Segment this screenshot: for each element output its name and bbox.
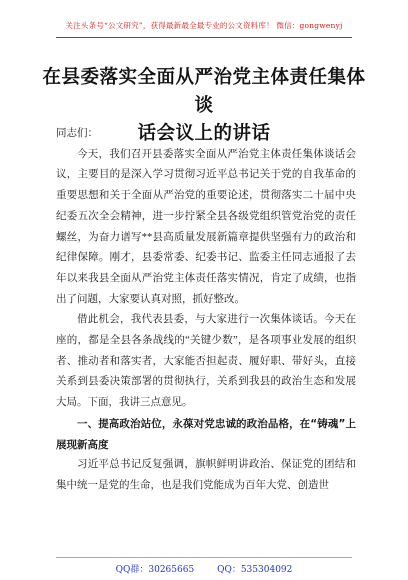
footer-divider [56, 557, 352, 558]
footer-qq-group: QQ群：30265665 [115, 565, 195, 575]
title-line-1: 在县委落实全面从严治党主体责任集体谈 [42, 67, 366, 116]
footer-qq: QQ：535304092 [217, 565, 293, 575]
body-paragraph: 借此机会，我代表县委，与大家进行一次集体谈话。今天在座的，都是全县各条战线的“关键少数”，是各项事业发展的组织者、推动者和落实者，大家能否担起责、履好职、带好头，直接关系到县委决策部署的贯彻执行，关系到我县的政治生态和发展大局。下面，我讲三点意见。 [56, 314, 356, 409]
header-banner: 关注头条号“公文研究”，获得最新最全最专业的公文资料库！ 微信：gongwenyj [65, 21, 343, 30]
body-paragraph: 今天，我们召开县委落实全面从严治党主体责任集体谈话会议，主要目的是深入学习贯彻习近平总书记关于党的自我革命的重要思想和关于全面从严治党的重要论述，贯彻落实二十届中央纪委五次全会精神，进一步拧紧全县各级党组织管党治党的责任螺丝，为奋力谱写**县高质量发展新篇章提供坚强有力的政治和纪律保障。刚才，县委常委、纪委书记、监委主任同志通报了去年以来我县全面从严治党主体责任落实情况，肯定了成绩，也指出了问题，大家要认真对照，抓好整改。 [56, 148, 356, 305]
document-body [56, 124, 356, 497]
footer [0, 562, 408, 575]
header-divider [56, 37, 352, 38]
salutation: 同志们： [56, 128, 98, 139]
body-paragraph: 习近平总书记反复强调，旗帜鲜明讲政治、保证党的团结和集中统一是党的生命，也是我们党能成为百年大党、创造世 [56, 459, 356, 491]
section-heading: 一、提高政治站位，永葆对党忠诚的政治品格，在“铸魂”上展现新高度 [56, 417, 356, 451]
title-line-2: 话会议上的讲话 [137, 123, 271, 144]
